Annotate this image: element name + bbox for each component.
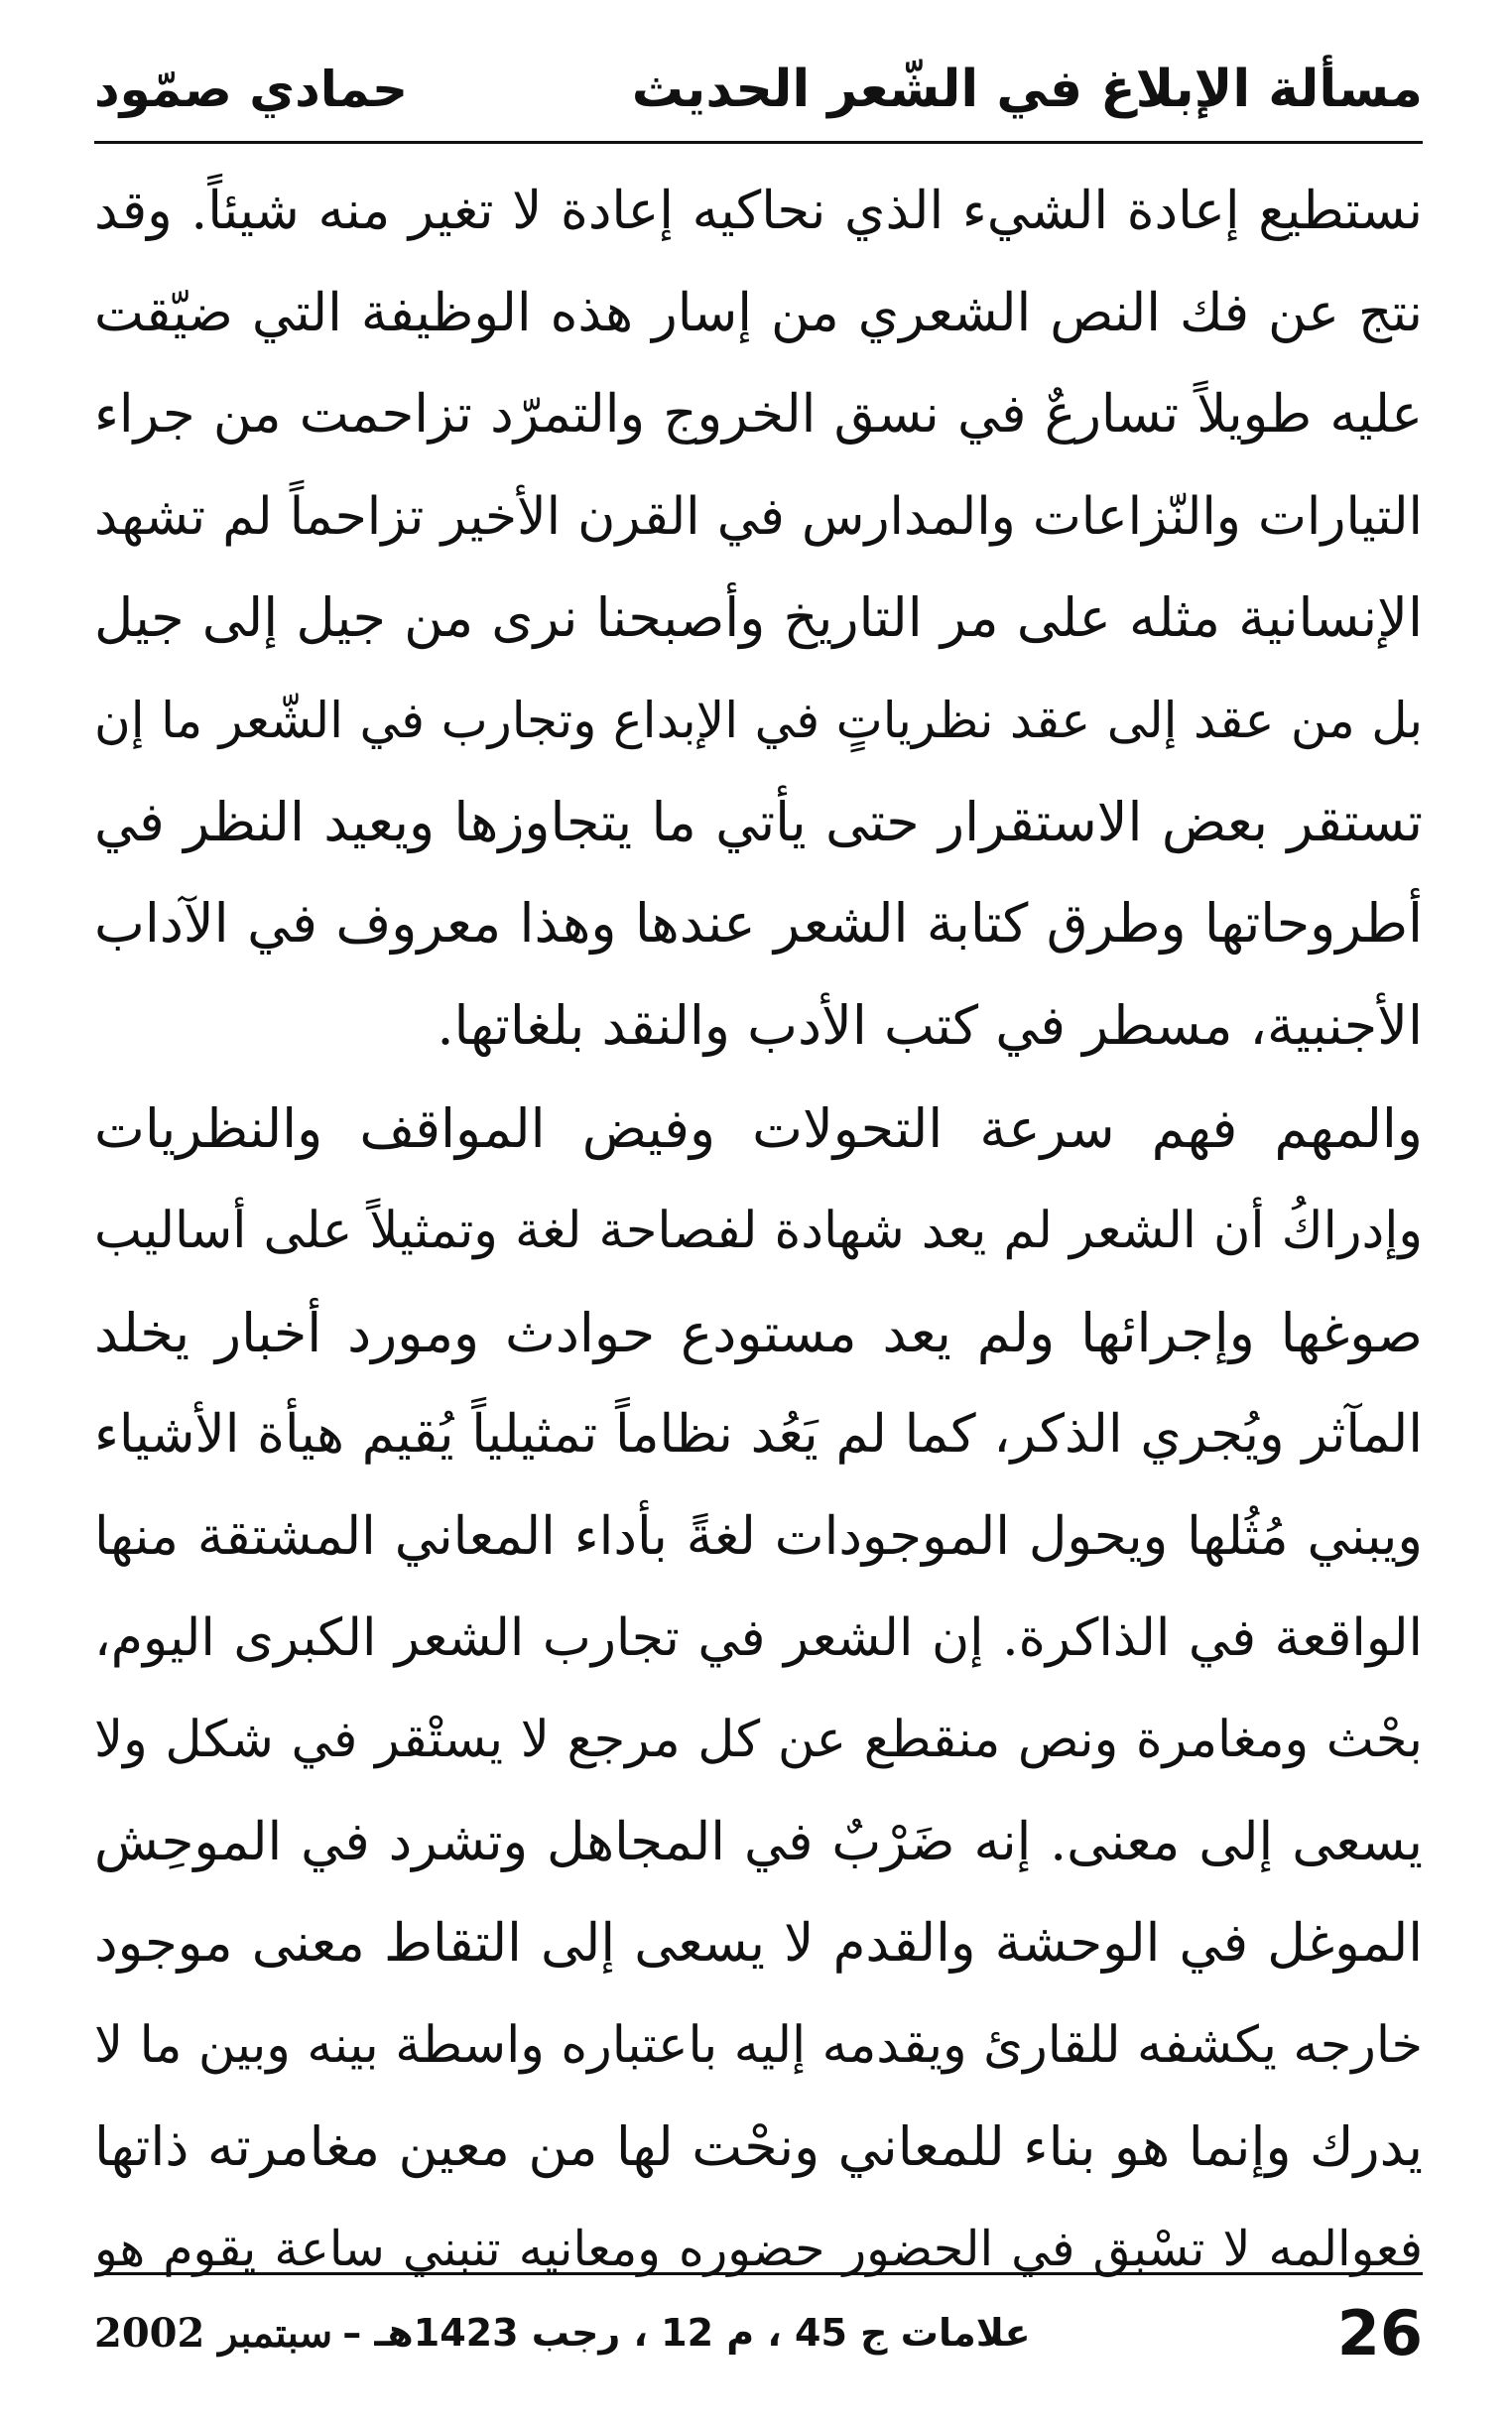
text-line: فعوالمه لا تسْبق في الحضور حضوره ومعانيه تنبني ساعة يقوم هو: [94, 2220, 1423, 2277]
text-line: الواقعة في الذاكرة. إن الشعر في تجارب الشعر الكبرى اليوم،: [94, 1608, 1423, 1669]
text-line: نتج عن فك النص الشعري من إسار هذه الوظيفة التي ضيّقت: [94, 282, 1423, 343]
paragraph-1: [94, 161, 1423, 1077]
text-line: نستطيع إعادة الشيء الذي نحاكيه إعادة لا تغير منه شيئاً. وقد: [94, 181, 1423, 241]
text-line: خارجه يكشفه للقارئ ويقدمه إليه باعتباره واسطة بينه وبين ما لا: [94, 2015, 1423, 2075]
running-header: [94, 40, 1423, 139]
text-line: الأجنبية، مسطر في كتب الأدب والنقد بلغاتها.: [437, 993, 1423, 1057]
body-text: [94, 161, 1423, 2300]
text-line: والمهم فهم سرعة التحولات وفيض المواقف والنظريات: [94, 1097, 1423, 1161]
text-line: التيارات والنّزاعات والمدارس في القرن الأخير تزاحماً لم تشهد: [94, 486, 1423, 547]
text-line: الإنسانية مثله على مر التاريخ وأصبحنا نرى من جيل إلى جيل: [94, 586, 1423, 650]
text-line: يدرك وإنما هو بناء للمعاني ونحْت لها من معين مغامرته ذاتها: [94, 2115, 1423, 2179]
text-line: المآثر ويُجري الذكر، كما لم يَعُد نظاماً تمثيلياً يُقيم هيأة الأشياء: [94, 1404, 1423, 1466]
text-line: الموغل في الوحشة والقدم لا يسعى إلى التقاط معنى موجود: [94, 1913, 1423, 1975]
issue-date: سبتمبر 2002: [94, 2309, 333, 2357]
text-line: بحْث ومغامرة ونص منقطع عن كل مرجع لا يستْقر في شكل ولا: [94, 1710, 1423, 1769]
text-line: أطروحاتها وطرق كتابة الشعر عندها وهذا معروف في الآداب: [94, 892, 1423, 956]
header-rule: [94, 141, 1423, 144]
article-title: مسألة الإبلاغ في الشّعر الحديث: [631, 60, 1423, 119]
paragraph-2: [94, 1079, 1423, 2300]
page-number: 26: [1336, 2296, 1423, 2369]
page-footer: [94, 2288, 1423, 2377]
text-line: ويبني مُثُلها ويحول الموجودات لغةً بأداء المعاني المشتقة منها: [94, 1505, 1423, 1567]
journal-citation: علامات ج 45 ، م 12 ، رجب 1423هـ –: [342, 2311, 1031, 2355]
text-line: صوغها وإجرائها ولم يعد مستودع حوادث ومورد أخبار يخلد: [94, 1301, 1423, 1364]
text-line: يسعى إلى معنى. إنه ضَرْبٌ في المجاهل وتشرد في الموحِش: [94, 1811, 1423, 1872]
text-line: وإدراكُ أن الشعر لم يعد شهادة لفصاحة لغة وتمثيلاً على أساليب: [94, 1201, 1423, 1260]
text-line: بل من عقد إلى عقد نظرياتٍ في الإبداع وتجارب في الشّعر ما إن: [94, 691, 1423, 749]
text-line: عليه طويلاً تسارعٌ في نسق الخروج والتمرّد تزاحمت من جراء: [94, 384, 1423, 446]
footer-rule: [94, 2272, 1423, 2275]
author-name: حمادي صمّود: [94, 61, 409, 118]
text-line: تستقر بعض الاستقرار حتى يأتي ما يتجاوزها ويعيد النظر في: [94, 790, 1423, 853]
